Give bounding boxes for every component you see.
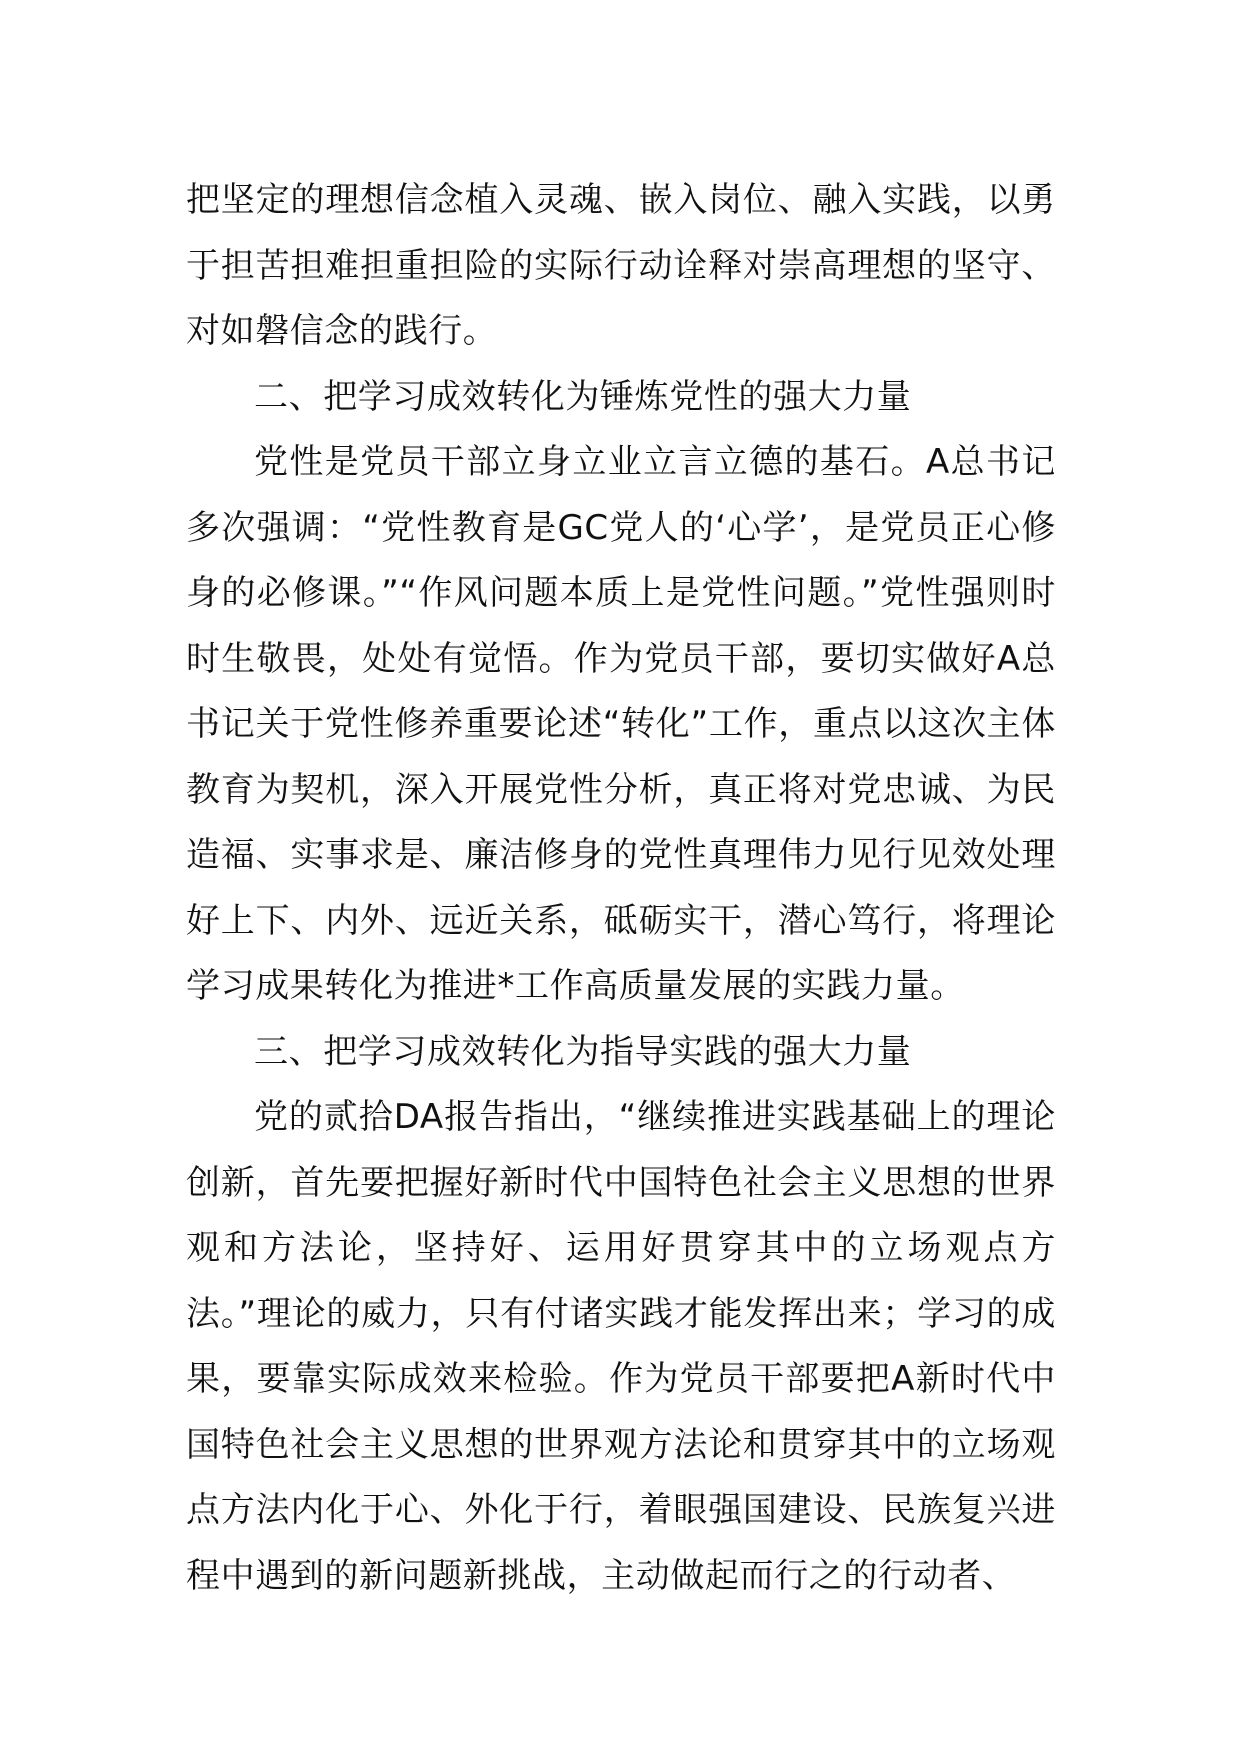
document-body bbox=[186, 168, 1056, 1609]
paragraph-continuation: 把坚定的理想信念植入灵魂、嵌入岗位、融入实践，以勇于担苦担难担重担险的实际行动诠释对崇高理想的坚守、对如磐信念的践行。 bbox=[186, 180, 1056, 351]
paragraph-guiding-practice: 党的贰拾DA报告指出，“继续推进实践基础上的理论创新，首先要把握好新时代中国特色社会主义思想的世界观和方法论，坚持好、运用好贯穿其中的立场观点方法。”理论的威力，只有付诸实践才能发挥出来；学习的成果，要靠实际成效来检验。作为党员干部要把A新时代中国特色社会主义思想的世界观方法论和贯穿其中的立场观点方法内化于心、外化于行，着眼强国建设、民族复兴进程中遇到的新问题新挑战，主动做起而行之的行动者、 bbox=[186, 1097, 1056, 1596]
section-heading-three: 三、把学习成效转化为指导实践的强大力量 bbox=[254, 1031, 912, 1072]
section-heading-two: 二、把学习成效转化为锤炼党性的强大力量 bbox=[254, 376, 912, 417]
paragraph-party-spirit: 党性是党员干部立身立业立言立德的基石。A总书记多次强调：“党性教育是GC党人的‘心学’，是党员正心修身的必修课。”“作风问题本质上是党性问题。”党性强则时时生敬畏，处处有觉悟。作为党员干部，要切实做好A总书记关于党性修养重要论述“转化”工作，重点以这次主体教育为契机，深入开展党性分析，真正将对党忠诚、为民造福、实事求是、廉洁修身的党性真理伟力见行见效处理好上下、内外、远近关系，砥砺实干，潜心笃行，将理论学习成果转化为推进*工作高质量发展的实践力量。 bbox=[186, 442, 1056, 1006]
